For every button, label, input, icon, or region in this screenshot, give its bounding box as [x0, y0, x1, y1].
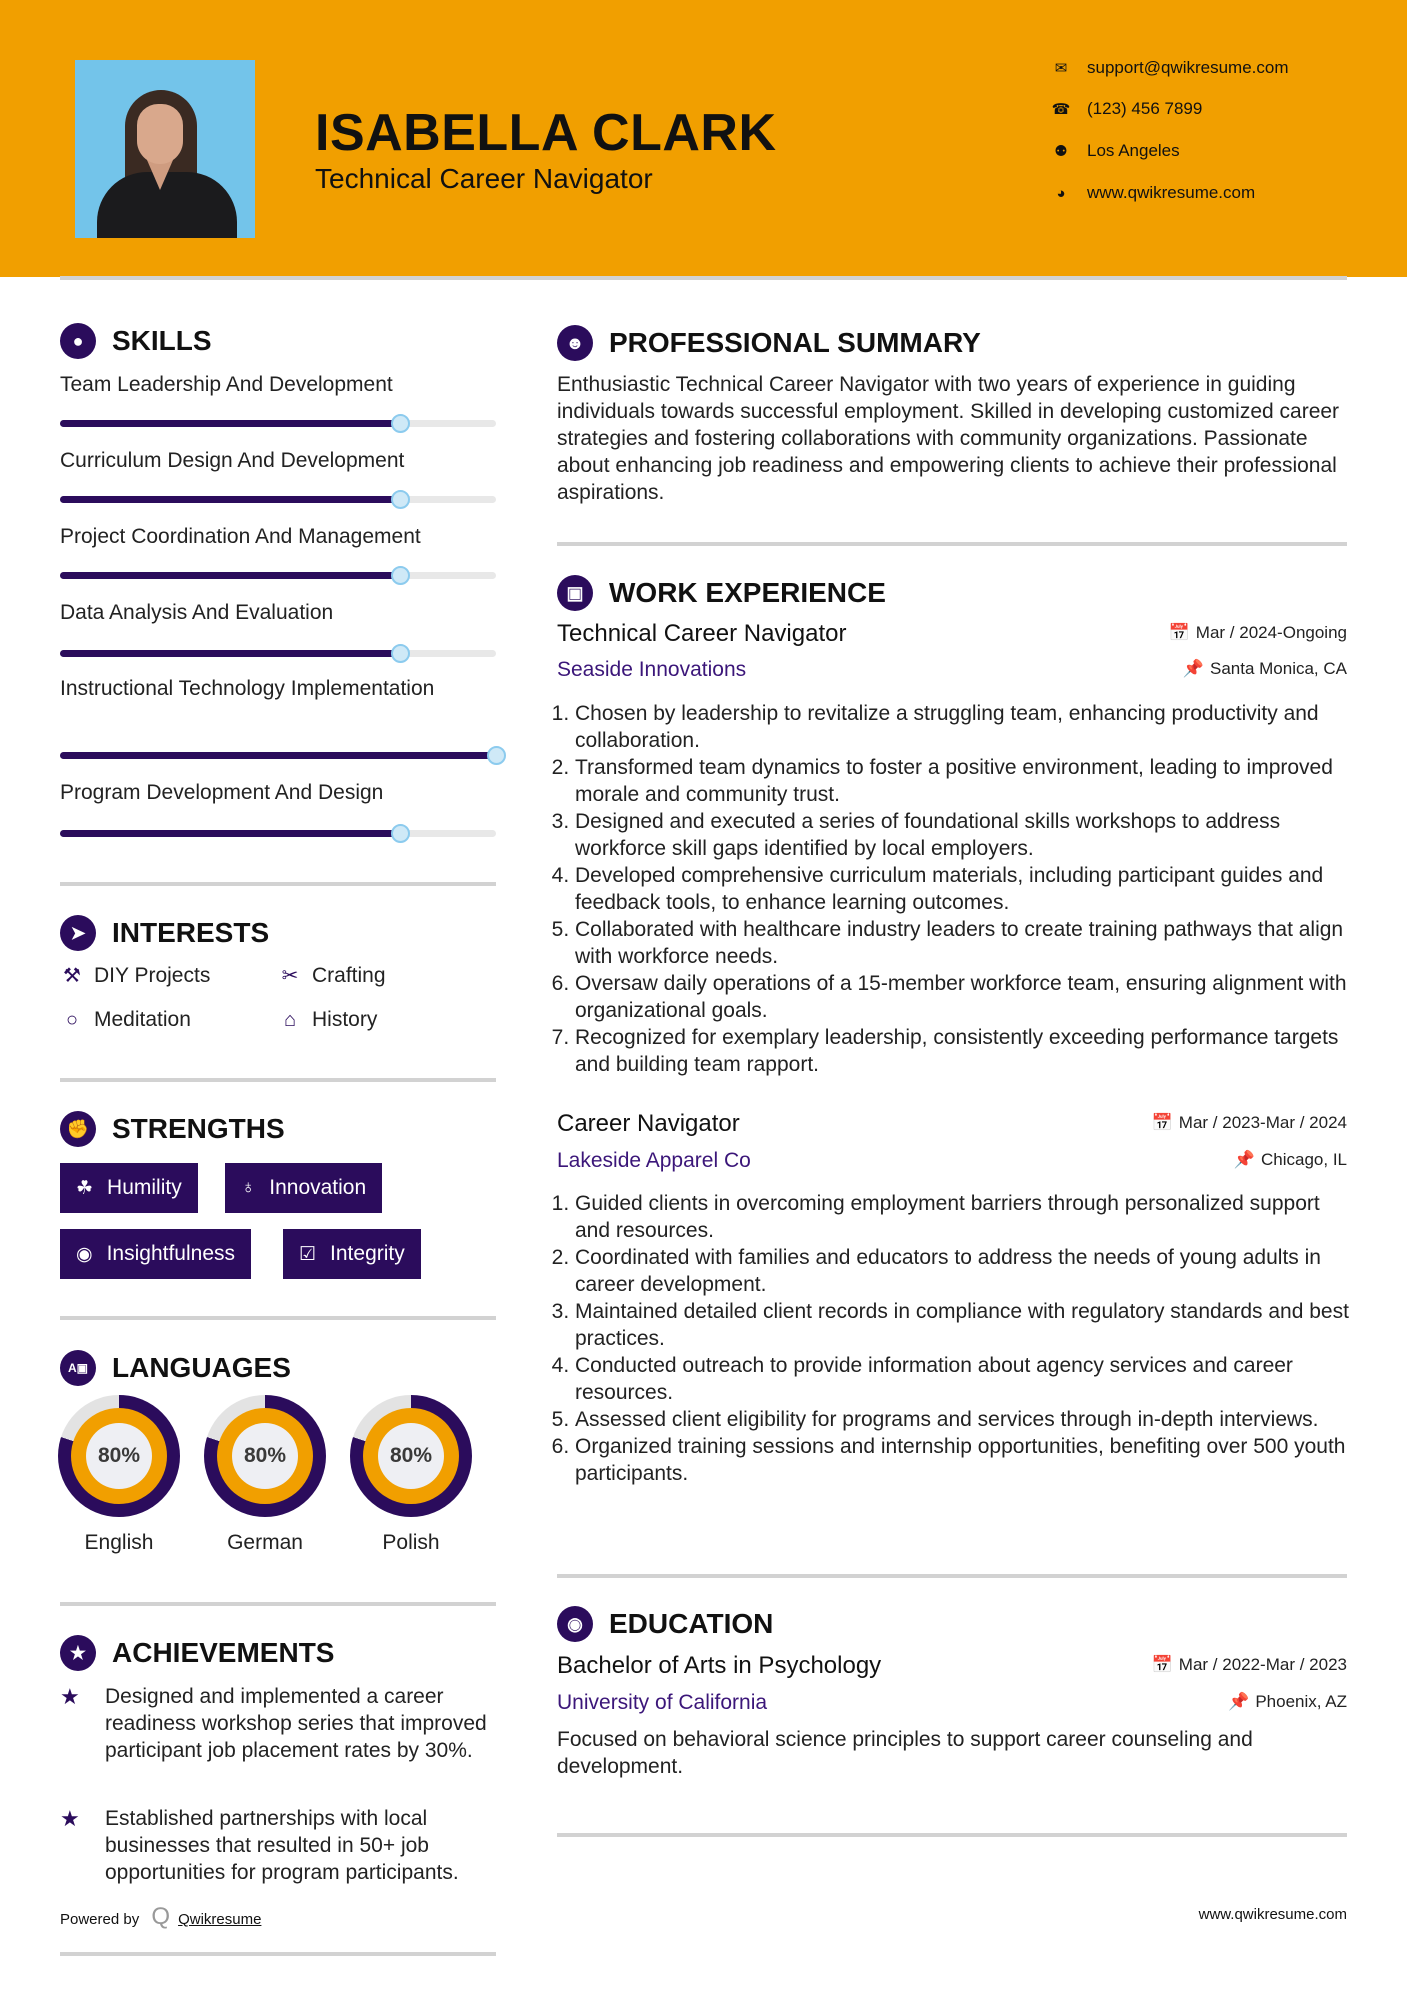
divider [60, 1078, 496, 1082]
language-donut [204, 1395, 326, 1517]
location-text: Chicago, IL [1261, 1150, 1347, 1169]
star-icon: ★ [60, 1806, 80, 1831]
skill-bar-knob [391, 644, 410, 663]
skill-bar [60, 830, 496, 837]
strength-label: Innovation [269, 1176, 367, 1199]
divider [60, 1316, 496, 1320]
bullet-item: 6. Organized training sessions and internship opportunities, benefiting over 500 youth participants. [575, 1433, 1349, 1487]
skill-bar-knob [391, 490, 410, 509]
scissors-icon: ✂ [281, 965, 299, 987]
bullet-item: 5. Assessed client eligibility for programs and services through in-depth interviews. [575, 1406, 1349, 1433]
profile-photo [75, 60, 255, 238]
wrench-icon: ⚒ [63, 965, 81, 987]
degree: Bachelor of Arts in Psychology [557, 1652, 882, 1679]
strength-tag [60, 1229, 251, 1279]
leaf-icon: ☘ [76, 1177, 94, 1199]
job-location [1183, 659, 1347, 679]
achievements-heading [60, 1635, 334, 1671]
star-icon: ★ [60, 1684, 80, 1709]
interest-item [60, 963, 210, 988]
skill-bar [60, 496, 496, 503]
check-square-icon: ☑ [299, 1243, 317, 1265]
pushpin-icon: 📌 [1233, 1150, 1255, 1169]
job-dates [1169, 623, 1347, 643]
skills-title: SKILLS [112, 325, 212, 356]
contact-item[interactable] [1050, 183, 1255, 203]
language-label: German [227, 1531, 303, 1554]
candidate-title: Technical Career Navigator [315, 163, 653, 194]
qwikresume-logo-icon: Q [151, 1903, 171, 1930]
job-title: Technical Career Navigator [557, 620, 847, 647]
education-heading [557, 1606, 773, 1642]
skill-bar-knob [391, 824, 410, 843]
achievement-text: Established partnerships with local businesses that resulted in 50+ job opportunities for program participants. [105, 1807, 459, 1884]
bullet-item: 6. Oversaw daily operations of a 15-member workforce team, ensuring alignment with organizational goals. [575, 970, 1349, 1024]
paper-plane-icon: ➤ [60, 915, 96, 951]
summary-title: PROFESSIONAL SUMMARY [609, 327, 981, 358]
contact-text: www.qwikresume.com [1087, 183, 1256, 202]
star-badge-icon: ★ [60, 1635, 96, 1671]
candidate-name: ISABELLA CLARK [315, 104, 777, 162]
strength-tag [225, 1163, 382, 1213]
globe-icon: ◕ [1056, 184, 1066, 202]
user-icon: ☻ [557, 325, 593, 361]
skill-bar [60, 572, 496, 579]
education-description: Focused on behavioral science principles to support career counseling and development. [557, 1728, 1253, 1778]
language-label: English [84, 1531, 154, 1554]
bullet-item: 4. Developed comprehensive curriculum materials, including participant guides and feedback tools, to enhance learning outcomes. [575, 862, 1349, 916]
pushpin-icon: 📌 [1182, 659, 1204, 678]
calendar-icon: 📅 [1151, 1113, 1173, 1132]
skill-bar [60, 752, 496, 759]
strength-label: Insightfulness [106, 1242, 236, 1265]
job-bullets [557, 1190, 1349, 1487]
skill-label: Project Coordination And Management [60, 525, 421, 548]
interest-label: DIY Projects [94, 963, 211, 987]
powered-by-text: Powered by [60, 1911, 140, 1928]
contact-text: Los Angeles [1087, 141, 1180, 160]
interest-item [60, 1008, 191, 1032]
job-bullets [557, 700, 1349, 1078]
skill-bar-fill [60, 752, 496, 759]
divider [557, 1574, 1347, 1578]
skill-bar-knob [487, 746, 506, 765]
achievement-text: Designed and implemented a career readiness workshop series that improved participant job placement rates by 30%. [105, 1685, 487, 1762]
strength-label: Humility [107, 1176, 182, 1199]
contact-text: support@qwikresume.com [1087, 58, 1289, 77]
experience-heading [557, 575, 886, 611]
phone-icon: ☎ [1051, 101, 1071, 118]
divider [60, 1602, 496, 1606]
language-percent: 80% [232, 1423, 298, 1489]
contact-text: (123) 456 7899 [1087, 99, 1203, 118]
powered-by [60, 1903, 261, 1931]
skill-label: Curriculum Design And Development [60, 449, 405, 472]
dates-text: Mar / 2023-Mar / 2024 [1178, 1113, 1347, 1132]
fist-icon: ✊ [60, 1111, 96, 1147]
translate-icon: A▣ [60, 1350, 96, 1386]
education-location [1228, 1692, 1347, 1712]
achievement-item [60, 1805, 500, 1886]
language-label: Polish [382, 1531, 440, 1554]
skill-bar-fill [60, 572, 400, 579]
contact-item[interactable] [1050, 58, 1289, 78]
education-title: EDUCATION [609, 1608, 774, 1639]
contact-item[interactable] [1050, 99, 1202, 119]
envelope-icon: ✉ [1054, 60, 1068, 77]
education-dates [1152, 1655, 1347, 1675]
skill-bar-knob [391, 414, 410, 433]
skill-label: Data Analysis And Evaluation [60, 601, 334, 624]
languages-heading [60, 1350, 291, 1386]
strength-tag [283, 1229, 421, 1279]
language-donut [58, 1395, 180, 1517]
bullet-item: 7. Recognized for exemplary leadership, consistently exceeding performance targets and building team rapport. [575, 1024, 1349, 1078]
divider [557, 542, 1347, 546]
eye-icon: ◉ [76, 1243, 93, 1265]
calendar-icon: 📅 [1151, 1655, 1173, 1674]
school: University of California [557, 1691, 768, 1714]
dates-text: Mar / 2022-Mar / 2023 [1178, 1655, 1347, 1674]
bullet-item: 5. Collaborated with healthcare industry leaders to create training pathways that align with workforce needs. [575, 916, 1349, 970]
skill-label: Team Leadership And Development [60, 373, 393, 396]
divider [60, 1952, 496, 1956]
interest-label: Meditation [94, 1008, 191, 1031]
pushpin-icon: 📌 [1228, 1692, 1250, 1711]
calendar-icon: 📅 [1168, 623, 1190, 642]
interest-item [278, 963, 386, 988]
skills-heading [60, 323, 212, 359]
bullet-item: 2. Coordinated with families and educators to address the needs of young adults in career development. [575, 1244, 1349, 1298]
map-pin-icon: ⚉ [1054, 143, 1068, 160]
interest-item [278, 1008, 377, 1032]
lightbulb-icon: ● [60, 323, 96, 359]
strength-label: Integrity [330, 1242, 405, 1265]
strengths-title: STRENGTHS [112, 1113, 285, 1144]
qwikresume-link[interactable]: Qwikresume [178, 1911, 262, 1928]
language-percent: 80% [86, 1423, 152, 1489]
company-name: Lakeside Apparel Co [557, 1149, 751, 1172]
bullet-item: 4. Conducted outreach to provide information about agency services and career resources. [575, 1352, 1349, 1406]
achievement-item [60, 1683, 500, 1764]
location-text: Santa Monica, CA [1209, 659, 1347, 678]
skill-label: Instructional Technology Implementation [60, 677, 435, 700]
interests-heading [60, 915, 269, 951]
location-text: Phoenix, AZ [1255, 1692, 1347, 1711]
bullet-item: 2. Transformed team dynamics to foster a positive environment, leading to improved morale and community trust. [575, 754, 1349, 808]
achievements-title: ACHIEVEMENTS [112, 1637, 335, 1668]
bullet-item: 1. Guided clients in overcoming employment barriers through personalized support and resources. [575, 1190, 1349, 1244]
job-title: Career Navigator [557, 1110, 740, 1137]
summary-heading [557, 325, 981, 361]
skill-bar-fill [60, 420, 400, 427]
experience-title: WORK EXPERIENCE [609, 577, 886, 608]
footer-site[interactable]: www.qwikresume.com [1198, 1906, 1347, 1923]
interests-title: INTERESTS [112, 917, 270, 948]
circle-icon: ○ [65, 1008, 79, 1031]
divider [557, 1833, 1347, 1837]
contact-item[interactable] [1050, 141, 1180, 161]
graduate-icon: ◉ [557, 1606, 593, 1642]
header-divider [60, 276, 1347, 280]
summary-text: Enthusiastic Technical Career Navigator with two years of experience in guiding individuals towards successful employment. Skilled in developing customized career strategies and fostering collaborations with community organizations. Passionate about enhancing job readiness and empowering clients to achieve their professional aspirations. [557, 373, 1340, 504]
job-dates [1152, 1113, 1347, 1133]
language-percent: 80% [378, 1423, 444, 1489]
strengths-heading [60, 1111, 285, 1147]
strength-tag [60, 1163, 198, 1213]
skill-bar-fill [60, 650, 400, 657]
company-name: Seaside Innovations [557, 658, 747, 681]
skill-bar [60, 650, 496, 657]
interest-label: History [312, 1008, 378, 1031]
bullet-item: 3. Maintained detailed client records in compliance with regulatory standards and best practices. [575, 1298, 1349, 1352]
bullet-item: 1. Chosen by leadership to revitalize a struggling team, enhancing productivity and collaboration. [575, 700, 1349, 754]
language-donut [350, 1395, 472, 1517]
interest-label: Crafting [312, 963, 386, 987]
lightbulb-icon: ♁ [241, 1177, 256, 1198]
dates-text: Mar / 2024-Ongoing [1195, 623, 1347, 642]
museum-icon: ⌂ [283, 1008, 297, 1031]
office-chair-icon: ▣ [557, 575, 593, 611]
divider [60, 882, 496, 886]
skill-label: Program Development And Design [60, 781, 384, 804]
skill-bar [60, 420, 496, 427]
languages-title: LANGUAGES [112, 1352, 291, 1383]
skill-bar-fill [60, 496, 400, 503]
job-location [1234, 1150, 1347, 1170]
bullet-item: 3. Designed and executed a series of foundational skills workshops to address workforce skill gaps identified by local employers. [575, 808, 1349, 862]
skill-bar-fill [60, 830, 400, 837]
skill-bar-knob [391, 566, 410, 585]
